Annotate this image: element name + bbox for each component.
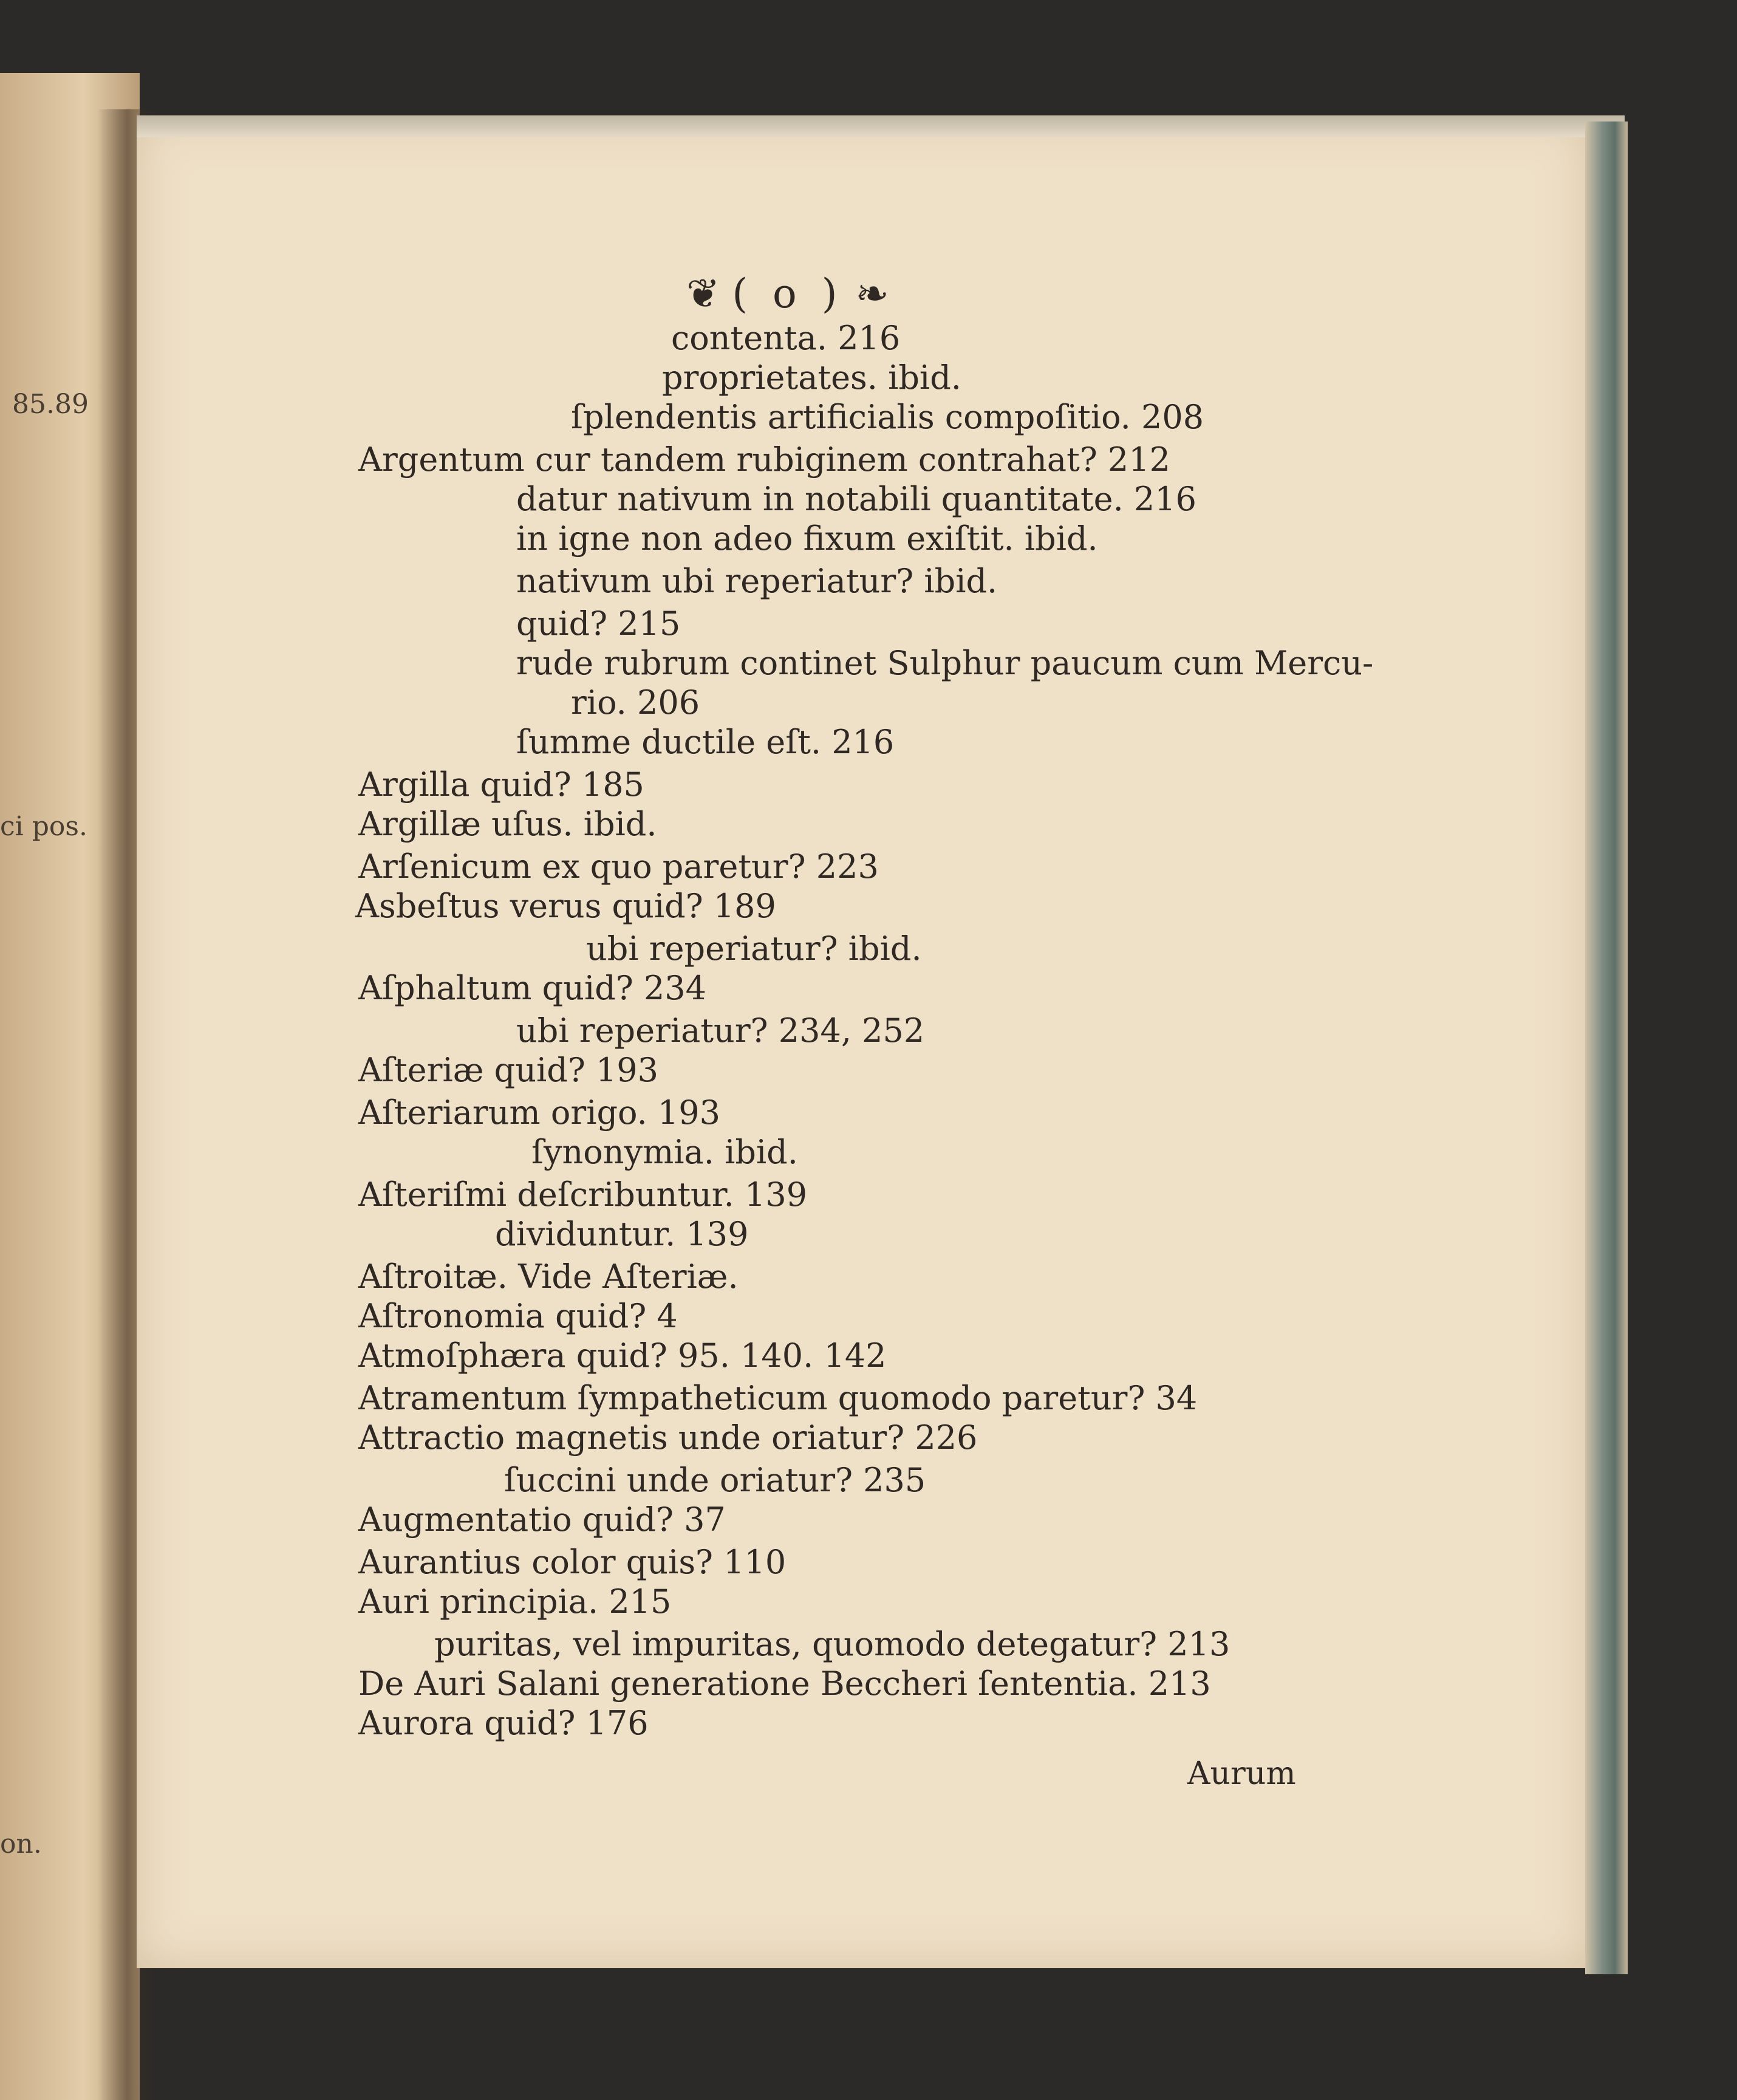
catchword: Aurum bbox=[1187, 1756, 1296, 1792]
index-entry: Aſtronomia quid? 4 bbox=[358, 1297, 678, 1335]
page-stack-edge bbox=[1585, 121, 1628, 1974]
index-entry: ubi reperiatur? 234, 252 bbox=[516, 1011, 925, 1050]
index-entry: Aſteriſmi deſcribuntur. 139 bbox=[358, 1175, 808, 1214]
top-page-edge bbox=[137, 115, 1625, 137]
left-fragment: ci pos. bbox=[0, 811, 87, 842]
index-entry: quid? 215 bbox=[516, 604, 681, 643]
index-entry: Aurora quid? 176 bbox=[358, 1704, 649, 1742]
index-entry: datur nativum in notabili quantitate. 216 bbox=[516, 480, 1196, 518]
left-fragment: 85.89 bbox=[12, 389, 89, 420]
page-number: ( o ) bbox=[732, 270, 844, 317]
index-entry: Attractio magnetis unde oriatur? 226 bbox=[358, 1418, 978, 1457]
index-entry: Arſenicum ex quo paretur? 223 bbox=[358, 847, 879, 886]
index-entry: proprietates. ibid. bbox=[662, 358, 961, 397]
index-entry: in igne non adeo fixum exiſtit. ibid. bbox=[516, 519, 1098, 558]
index-entry: Aſphaltum quid? 234 bbox=[358, 969, 707, 1007]
index-entry: Augmentatio quid? 37 bbox=[358, 1500, 726, 1539]
index-entry: Auri principia. 215 bbox=[358, 1582, 672, 1621]
index-entry: dividuntur. 139 bbox=[495, 1215, 749, 1253]
index-entry: puritas, vel impuritas, quomodo detegatur? 213 bbox=[434, 1625, 1230, 1663]
left-fragment: on. bbox=[0, 1828, 42, 1859]
page-header bbox=[686, 270, 889, 317]
right-ornament-icon: ❧ bbox=[855, 270, 889, 317]
index-entry: Aurantius color quis? 110 bbox=[358, 1543, 787, 1581]
index-entry: Argilla quid? 185 bbox=[358, 765, 644, 804]
index-entry: Atramentum ſympatheticum quomodo paretur? 34 bbox=[358, 1379, 1198, 1417]
index-entry: ſynonymia. ibid. bbox=[531, 1133, 798, 1171]
index-entry: ſuccini unde oriatur? 235 bbox=[504, 1461, 926, 1499]
index-entry: rio. 206 bbox=[571, 683, 700, 722]
index-entry: De Auri Salani generatione Beccheri ſententia. 213 bbox=[358, 1664, 1211, 1703]
index-entry: ſplendentis artificialis compoſitio. 208 bbox=[571, 398, 1204, 436]
index-entry: contenta. 216 bbox=[671, 319, 901, 357]
index-entry: Aſteriæ quid? 193 bbox=[358, 1051, 659, 1089]
index-entry: Argentum cur tandem rubiginem contrahat? 212 bbox=[358, 440, 1171, 479]
index-entry: nativum ubi reperiatur? ibid. bbox=[516, 562, 998, 600]
index-entry: Atmoſphæra quid? 95. 140. 142 bbox=[358, 1336, 887, 1375]
index-entry: Aſteriarum origo. 193 bbox=[358, 1093, 721, 1132]
left-ornament-icon: ❦ bbox=[686, 270, 720, 317]
index-entry: Asbeſtus verus quid? 189 bbox=[355, 887, 776, 925]
index-entry: ubi reperiatur? ibid. bbox=[586, 929, 922, 968]
index-entry: Argillæ uſus. ibid. bbox=[358, 805, 657, 843]
index-entry: ſumme ductile eſt. 216 bbox=[516, 723, 895, 761]
index-entry: rude rubrum continet Sulphur paucum cum Mercu- bbox=[516, 644, 1374, 682]
index-entry: Aſtroitæ. Vide Aſteriæ. bbox=[358, 1257, 739, 1296]
